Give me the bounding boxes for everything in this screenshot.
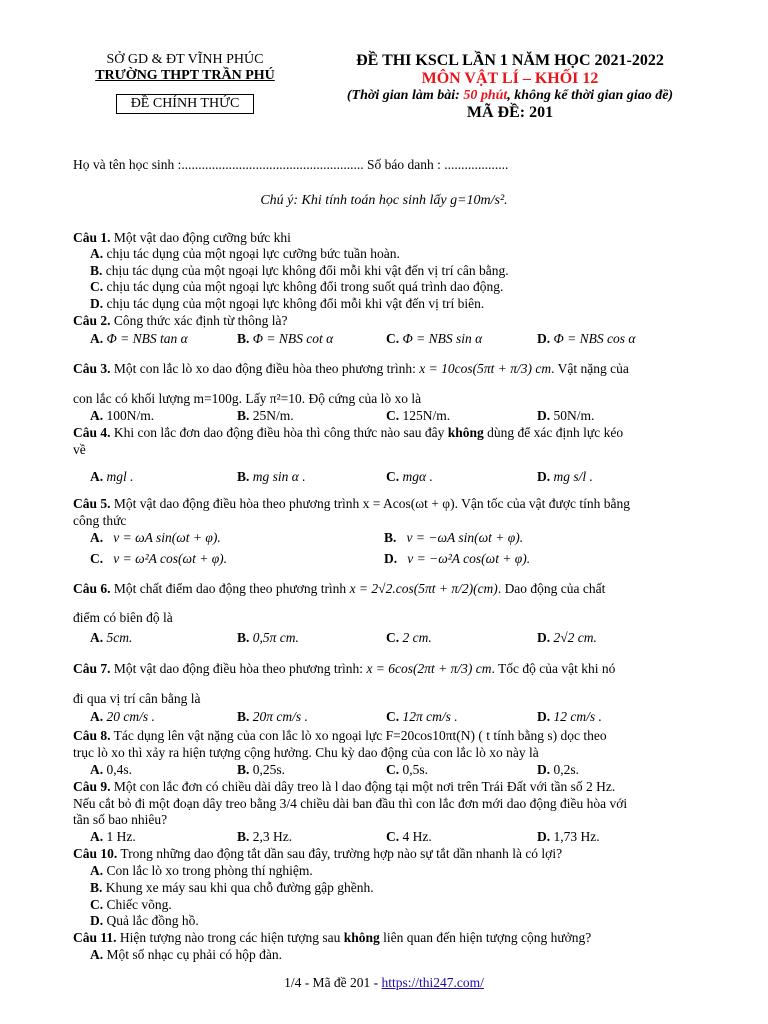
time-value: 50 phút [463, 88, 508, 103]
question-2: Câu 2. Công thức xác định từ thông là? [73, 313, 288, 328]
q9-option-c: C. 4 Hz. [386, 829, 432, 844]
q8-option-c: C. 0,5s. [386, 762, 429, 777]
official-badge: ĐỀ CHÍNH THỨC [116, 94, 255, 114]
question-3: Câu 3. Một con lắc lò xo dao động điều hòa theo phương trình: x = 10cos(5πt + π/3) cm. Vật nặng của [73, 361, 629, 376]
q3-option-b: B. 25N/m. [237, 408, 294, 423]
exam-title: ĐỀ THI KSCL LẦN 1 NĂM HỌC 2021-2022 [356, 52, 664, 69]
calculation-note: Chú ý: Khi tính toán học sinh lấy g=10m/s². [260, 193, 508, 208]
q4-option-a: A. mgl . [90, 469, 134, 484]
q6-option-b: B. 0,5π cm. [237, 630, 299, 645]
question-6: Câu 6. Một chất điểm dao động theo phương trình x = 2√2.cos(5πt + π/2)(cm). Dao động của chất [73, 581, 606, 596]
question-11: Câu 11. Hiện tượng nào trong các hiện tượng sau không liên quan đến hiện tượng cộng hưởng? [73, 930, 592, 945]
q5-option-c: C. v = ω²A cos(ωt + φ). [90, 551, 228, 566]
q2-option-c: C. Φ = NBS sin α [386, 331, 483, 346]
question-5-line2: công thức [73, 513, 127, 528]
department: SỞ GD & ĐT VĨNH PHÚC [106, 52, 264, 67]
q3-option-d: D. 50N/m. [537, 408, 595, 423]
q2-option-a: A. Φ = NBS tan α [90, 331, 188, 346]
question-10: Câu 10. Trong những dao động tắt dần sau đây, trường hợp nào sự tắt dần nhanh là có lợi? [73, 846, 563, 861]
question-9: Câu 9. Một con lắc đơn có chiều dài dây treo là l dao động tại một nơi trên Trái Đất với tần số 2 Hz. [73, 779, 616, 794]
q4-option-b: B. mg sin α . [237, 469, 306, 484]
student-info-line: Họ và tên học sinh :...................................................... Số báo danh : ................... [73, 157, 509, 172]
question-8: Câu 8. Tác dụng lên vật nặng của con lắc lò xo ngoại lực F=20cos10πt(N) ( t tính bằng s) dọc theo [73, 728, 607, 743]
q6-option-d: D. 2√2 cm. [537, 630, 597, 645]
question-7-line2: đi qua vị trí cân bằng là [73, 691, 201, 706]
school-name: TRƯỜNG THPT TRẦN PHÚ [95, 68, 275, 83]
q1-option-c: C. chịu tác dụng của một ngoại lực không đổi trong suốt quá trình dao động. [90, 279, 504, 294]
q7-option-a: A. 20 cm/s . [90, 709, 155, 724]
q7-option-c: C. 12π cm/s . [386, 709, 458, 724]
question-9-line2: Nếu cắt bỏ đi một đoạn dây treo bằng 3/4 chiều dài ban đầu thì con lắc đơn mới dao động điều hòa với [73, 796, 628, 811]
q6-equation: x = 2√2.cos(5πt + π/2)(cm) [349, 581, 498, 596]
q4-option-d: D. mg s/l . [537, 469, 593, 484]
subject-title: MÔN VẬT LÍ – KHỐI 12 [421, 70, 599, 87]
q1-option-a: A. chịu tác dụng của một ngoại lực cưỡng bức tuần hoàn. [90, 246, 400, 261]
q1-option-b: B. chịu tác dụng của một ngoại lực không đổi mỗi khi vật đến vị trí cân bằng. [90, 263, 509, 278]
q7-option-d: D. 12 cm/s . [537, 709, 602, 724]
question-7: Câu 7. Một vật dao động điều hòa theo phương trình: x = 6cos(2πt + π/3) cm. Tốc độ của vật khi nó [73, 661, 616, 676]
time-note: (Thời gian làm bài: 50 phút, không kể thời gian giao đề) [346, 88, 674, 103]
q10-option-b: B. Khung xe máy sau khi qua chỗ đường gập ghềnh. [90, 880, 374, 895]
q11-option-a: A. Một số nhạc cụ phải có hộp đàn. [90, 947, 282, 962]
question-4-line2: về [73, 442, 86, 457]
q6-option-c: C. 2 cm. [386, 630, 432, 645]
q10-option-a: A. Con lắc lò xo trong phòng thí nghiệm. [90, 863, 313, 878]
website-link[interactable]: https://thi247.com/ [381, 975, 484, 990]
q9-option-b: B. 2,3 Hz. [237, 829, 293, 844]
q8-option-d: D. 0,2s. [537, 762, 580, 777]
q5-option-b: B. v = −ωA sin(ωt + φ). [384, 530, 524, 545]
q1-option-d: D. chịu tác dụng của một ngoại lực không đổi mỗi khi vật đến vị trí biên. [90, 296, 485, 311]
q8-option-a: A. 0,4s. [90, 762, 133, 777]
q3-equation: x = 10cos(5πt + π/3) cm [419, 361, 552, 376]
q2-option-d: D. Φ = NBS cos α [537, 331, 636, 346]
question-8-line2: trục lò xo thì xảy ra hiện tượng cộng hưởng. Chu kỳ dao động của con lắc lò xo này là [73, 745, 539, 760]
header-left [70, 52, 300, 114]
q5-option-d: D. v = −ω²A cos(ωt + φ). [384, 551, 531, 566]
header-right [300, 52, 720, 122]
q3-option-c: C. 125N/m. [386, 408, 451, 423]
q5-option-a: A. v = ωA sin(ωt + φ). [90, 530, 221, 545]
question-5: Câu 5. Một vật dao động điều hòa theo phương trình x = Acos(ωt + φ). Vận tốc của vật được tính bằng [73, 496, 630, 511]
q10-option-d: D. Quả lắc đồng hồ. [90, 913, 199, 928]
q9-option-d: D. 1,73 Hz. [537, 829, 600, 844]
question-3-line2: con lắc có khối lượng m=100g. Lấy π²=10. Độ cứng của lò xo là [73, 391, 422, 406]
q9-option-a: A. 1 Hz. [90, 829, 136, 844]
q2-option-b: B. Φ = NBS cot α [237, 331, 334, 346]
q7-equation: x = 6cos(2πt + π/3) cm [366, 661, 492, 676]
q6-option-a: A. 5cm. [90, 630, 133, 645]
question-9-line3: tần số bao nhiêu? [73, 812, 168, 827]
exam-code: MÃ ĐỀ: 201 [466, 104, 554, 121]
question-6-line2: điểm có biên độ là [73, 610, 173, 625]
q3-option-a: A. 100N/m. [90, 408, 155, 423]
q4-option-c: C. mgα . [386, 469, 433, 484]
question-1: Câu 1. Một vật dao động cưỡng bức khi [73, 230, 291, 245]
q8-option-b: B. 0,25s. [237, 762, 286, 777]
page-footer: 1/4 - Mã đề 201 - https://thi247.com/ [284, 975, 484, 990]
q10-option-c: C. Chiếc võng. [90, 897, 172, 912]
question-4: Câu 4. Khi con lắc đơn dao động điều hòa thì công thức nào sau đây không dùng để xác định lực kéo [73, 425, 624, 440]
q7-option-b: B. 20π cm/s . [237, 709, 308, 724]
